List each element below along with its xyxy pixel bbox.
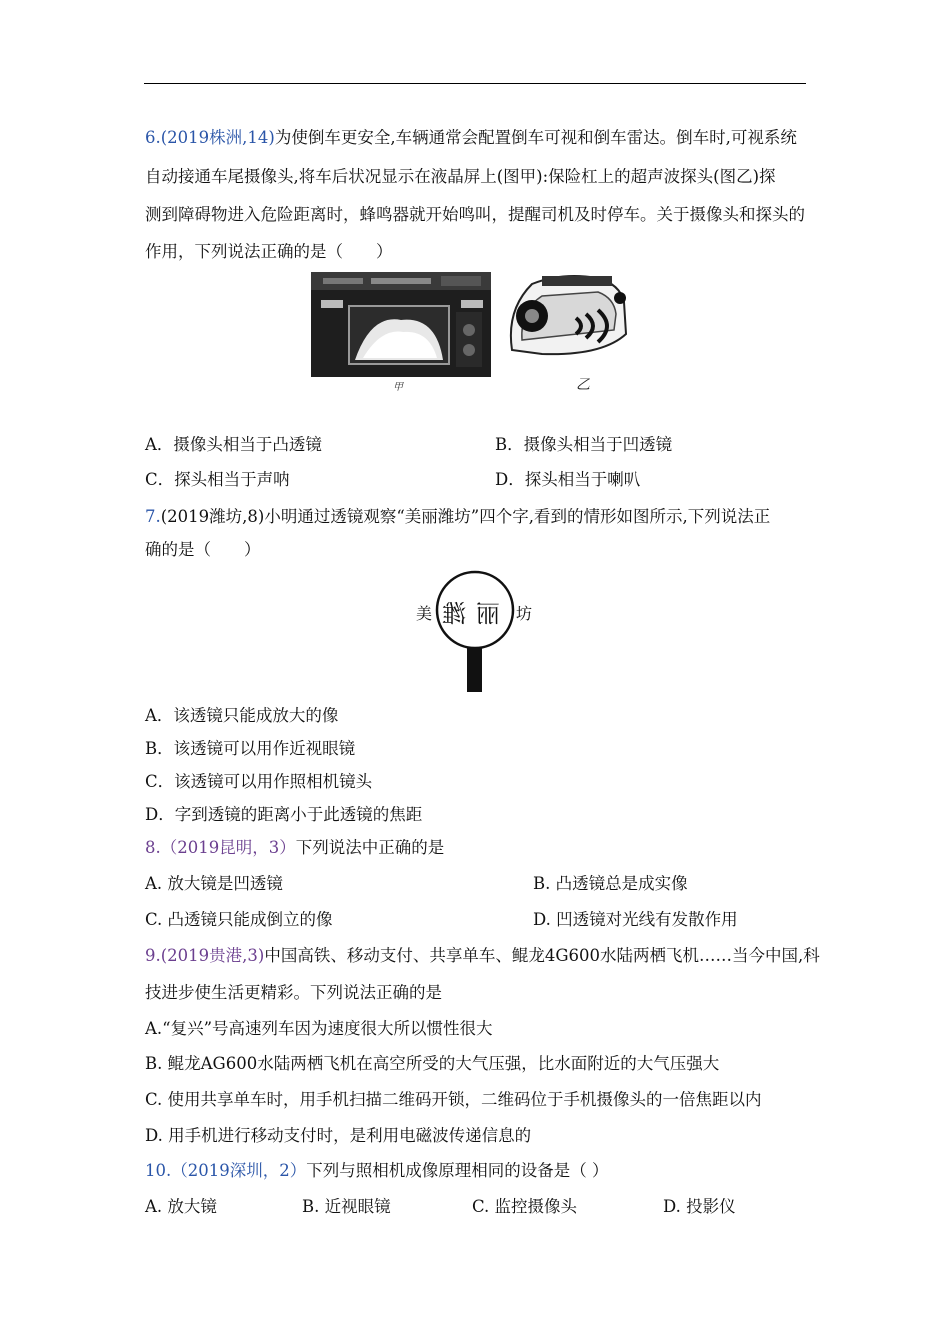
q9-ref: 9.(2019贵港,3) [145, 946, 265, 965]
q9-option-b[interactable]: B. 鲲龙AG600水陆两栖飞机在高空所受的大气压强，比水面附近的大气压强大 [145, 1054, 720, 1073]
q6-line-1 [145, 128, 797, 148]
q9-option-d[interactable]: D. 用手机进行移动支付时，是利用电磁波传递信息的 [145, 1126, 532, 1145]
q7-text-1: (2019潍坊,8)小明通过透镜观察“美丽潍坊”四个字,看到的情形如图所示,下列说法正 [160, 507, 771, 526]
q7-line-2: 确的是（ ） [145, 540, 261, 559]
q10-ref: 10.（2019深圳，2） [145, 1161, 307, 1180]
q10-option-a[interactable]: A. 放大镜 [145, 1197, 217, 1216]
q8-text: 下列说法中正确的是 [295, 838, 445, 857]
q7-label-left: 美 [416, 604, 433, 623]
q10-text: 下列与照相机成像原理相同的设备是（ ） [306, 1161, 609, 1180]
q6-option-c[interactable]: C．探头相当于声呐 [145, 470, 290, 489]
q6-line-4: 作用，下列说法正确的是（ ） [145, 242, 393, 261]
q9-text-1: 中国高铁、移动支付、共享单车、鲲龙4G600水陆两栖飞机……当今中国,科 [264, 946, 820, 965]
q7-option-b[interactable]: B．该透镜可以用作近视眼镜 [145, 739, 356, 758]
q8-option-d[interactable]: D. 凹透镜对光线有发散作用 [533, 910, 738, 929]
q8-option-c[interactable]: C. 凸透镜只能成倒立的像 [145, 910, 333, 929]
q6-ref: 6.(2019株洲,14) [145, 128, 275, 147]
q10-option-b[interactable]: B. 近视眼镜 [302, 1197, 391, 1216]
q10-line-1 [145, 1161, 608, 1181]
q7-line-1 [145, 507, 770, 527]
q7-option-d[interactable]: D．字到透镜的距离小于此透镜的焦距 [145, 805, 423, 824]
q7-figure-lens [410, 566, 540, 696]
q8-option-a[interactable]: A. 放大镜是凹透镜 [145, 874, 283, 893]
q10-option-c[interactable]: C. 监控摄像头 [472, 1197, 578, 1216]
q6-figure-car [502, 270, 634, 393]
q9-option-a[interactable]: A.“复兴”号高速列车因为速度很大所以惯性很大 [145, 1019, 493, 1038]
q7-lens-char-b: 丽 [476, 600, 500, 628]
q6-text-1: 为使倒车更安全,车辆通常会配置倒车可视和倒车雷达。倒车时,可视系统 [274, 128, 797, 147]
q6-line-3: 测到障碍物进入危险距离时，蜂鸣器就开始鸣叫，提醒司机及时停车。关于摄像头和探头的 [145, 205, 805, 224]
q7-option-a[interactable]: A．该透镜只能成放大的像 [145, 706, 339, 725]
q7-label-right: 坊 [516, 604, 533, 623]
q7-ref: 7. [145, 507, 161, 526]
header-rule [144, 83, 806, 84]
q6-option-d[interactable]: D．探头相当于喇叭 [495, 470, 641, 489]
q6-figure-screen [311, 272, 491, 393]
q10-option-d[interactable]: D. 投影仪 [663, 1197, 736, 1216]
q8-ref: 8.（2019昆明，3） [145, 838, 296, 857]
q6-line-2: 自动接通车尾摄像头,将车后状况显示在液晶屏上(图甲):保险杠上的超声波探头(图乙)探 [145, 167, 776, 186]
q8-line-1 [145, 838, 444, 858]
q6-option-b[interactable]: B．摄像头相当于凹透镜 [495, 435, 673, 454]
q6-figure-label-a: 甲 [393, 382, 403, 393]
q9-option-c[interactable]: C. 使用共享单车时，用手机扫描二维码开锁，二维码位于手机摄像头的一倍焦距以内 [145, 1090, 762, 1109]
q9-line-2: 技进步使生活更精彩。下列说法正确的是 [145, 983, 442, 1002]
q6-figure-label-b: 乙 [576, 377, 590, 393]
q7-option-c[interactable]: C．该透镜可以用作照相机镜头 [145, 772, 373, 791]
q8-option-b[interactable]: B. 凸透镜总是成实像 [533, 874, 688, 893]
q7-lens-char-a: 潍 [442, 600, 466, 628]
q6-option-a[interactable]: A．摄像头相当于凸透镜 [145, 435, 322, 454]
q9-line-1 [145, 946, 820, 966]
